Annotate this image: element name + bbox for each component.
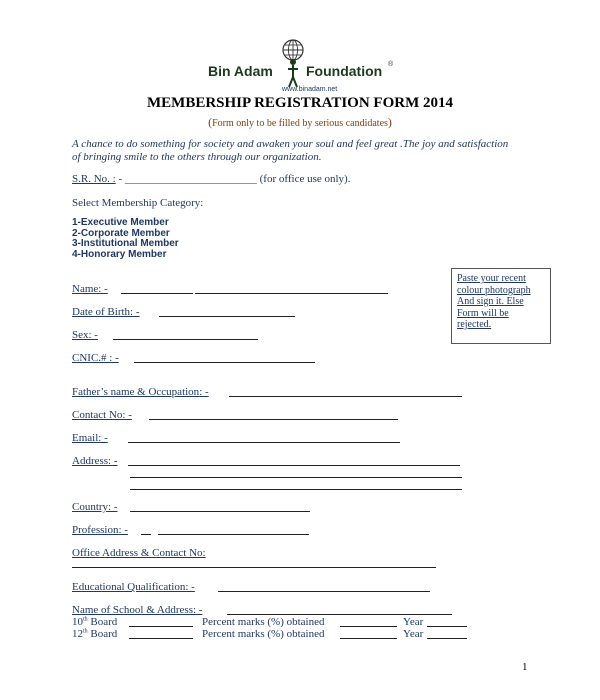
sr-no-separator: - (115, 173, 125, 185)
dob-label: Date of Birth: - (72, 306, 140, 318)
photo-box-line: rejected. (457, 319, 492, 330)
cnic-field[interactable] (134, 362, 315, 363)
subtitle: (Form only to be filled by serious candidates) (208, 115, 392, 129)
board-label: Board (87, 616, 118, 628)
father-field[interactable] (229, 396, 462, 397)
board-number: 12 (72, 628, 83, 640)
father-label-suffix: : - (199, 386, 209, 398)
category-item-corporate[interactable]: 2-Corporate Member (72, 227, 170, 239)
year-label: Year (403, 628, 424, 640)
board-12-field[interactable] (129, 638, 193, 639)
school-field[interactable] (227, 614, 452, 615)
year-10-field[interactable] (427, 626, 467, 627)
dob-field[interactable] (159, 316, 295, 317)
sr-no-blank[interactable]: ________________________ (124, 173, 257, 185)
org-name-left: Bin Adam (208, 63, 273, 79)
name-field-a[interactable] (121, 293, 193, 294)
email-field[interactable] (128, 442, 400, 443)
year-label: Year (403, 616, 424, 628)
category-list (72, 218, 179, 260)
name-field-b[interactable] (195, 293, 388, 294)
education-label: Educational Qualification: - (72, 581, 195, 593)
education-field[interactable] (218, 591, 430, 592)
category-item-honorary[interactable]: 4-Honorary Member (72, 248, 167, 260)
photo-box[interactable] (451, 268, 551, 344)
year-12-field[interactable] (427, 638, 467, 639)
registered-mark: ® (388, 61, 394, 68)
contact-label: Contact No: - (72, 409, 132, 421)
name-label: Name: - (72, 283, 108, 295)
country-field[interactable] (130, 511, 310, 512)
category-item-executive[interactable]: 1-Executive Member (72, 217, 169, 228)
sex-label: Sex: - (72, 329, 98, 341)
board-suffix: th (83, 628, 88, 635)
category-heading: Select Membership Category: (72, 197, 204, 209)
board-suffix: th (83, 616, 88, 623)
country-label: Country: - (72, 501, 118, 513)
cnic-label: CNIC.# : - (72, 352, 119, 364)
office-field[interactable] (72, 567, 436, 568)
category-item-institutional[interactable]: 3-Institutional Member (72, 238, 179, 249)
photo-box-line: Paste your recent (457, 273, 526, 284)
profession-label: Profession: - (72, 524, 128, 536)
sr-no-note: (for office use only). (256, 173, 351, 185)
profession-field-b[interactable] (158, 534, 309, 535)
address-field-1[interactable] (128, 465, 460, 466)
percent-10-field[interactable] (340, 626, 397, 627)
board-label: Board (87, 628, 118, 640)
page-number: 1 (522, 661, 528, 673)
contact-field[interactable] (149, 419, 398, 420)
percent-12-field[interactable] (340, 638, 397, 639)
org-name-right: Foundation (306, 63, 383, 79)
profession-field-a[interactable] (141, 534, 151, 535)
photo-box-line: colour photograph (457, 284, 531, 296)
website: www.binadam.net (282, 86, 338, 93)
sr-no-label: S.R. No. : (72, 173, 116, 185)
logo (208, 38, 398, 96)
sr-no-row (72, 173, 350, 185)
address-field-2[interactable] (130, 477, 462, 478)
address-label: Address: - (72, 455, 118, 467)
percent-label: Percent marks (%) obtained (202, 616, 325, 628)
board-10-field[interactable] (129, 626, 193, 627)
person-figure-icon (286, 58, 300, 88)
page-title: MEMBERSHIP REGISTRATION FORM 2014 (147, 95, 453, 111)
photo-box-line: Form will be (457, 307, 509, 319)
father-label-wrap (72, 386, 209, 398)
board-row-10 (72, 616, 117, 628)
percent-label: Percent marks (%) obtained (202, 628, 325, 640)
photo-box-line: And sign it. Else (457, 296, 524, 307)
email-label: Email: - (72, 432, 108, 444)
father-label: Father’s name & Occupation (72, 386, 200, 398)
sex-field[interactable] (113, 339, 258, 340)
school-label: Name of School & Address: - (72, 604, 203, 616)
board-number: 10 (72, 616, 83, 628)
address-field-3[interactable] (130, 489, 462, 490)
office-label: Office Address & Contact No: (72, 547, 206, 559)
intro-text: A chance to do something for society and awaken your soul and feel great .The joy and satisfaction of bringing smile to the others through our organization. (72, 138, 509, 163)
board-row-12 (72, 628, 117, 640)
